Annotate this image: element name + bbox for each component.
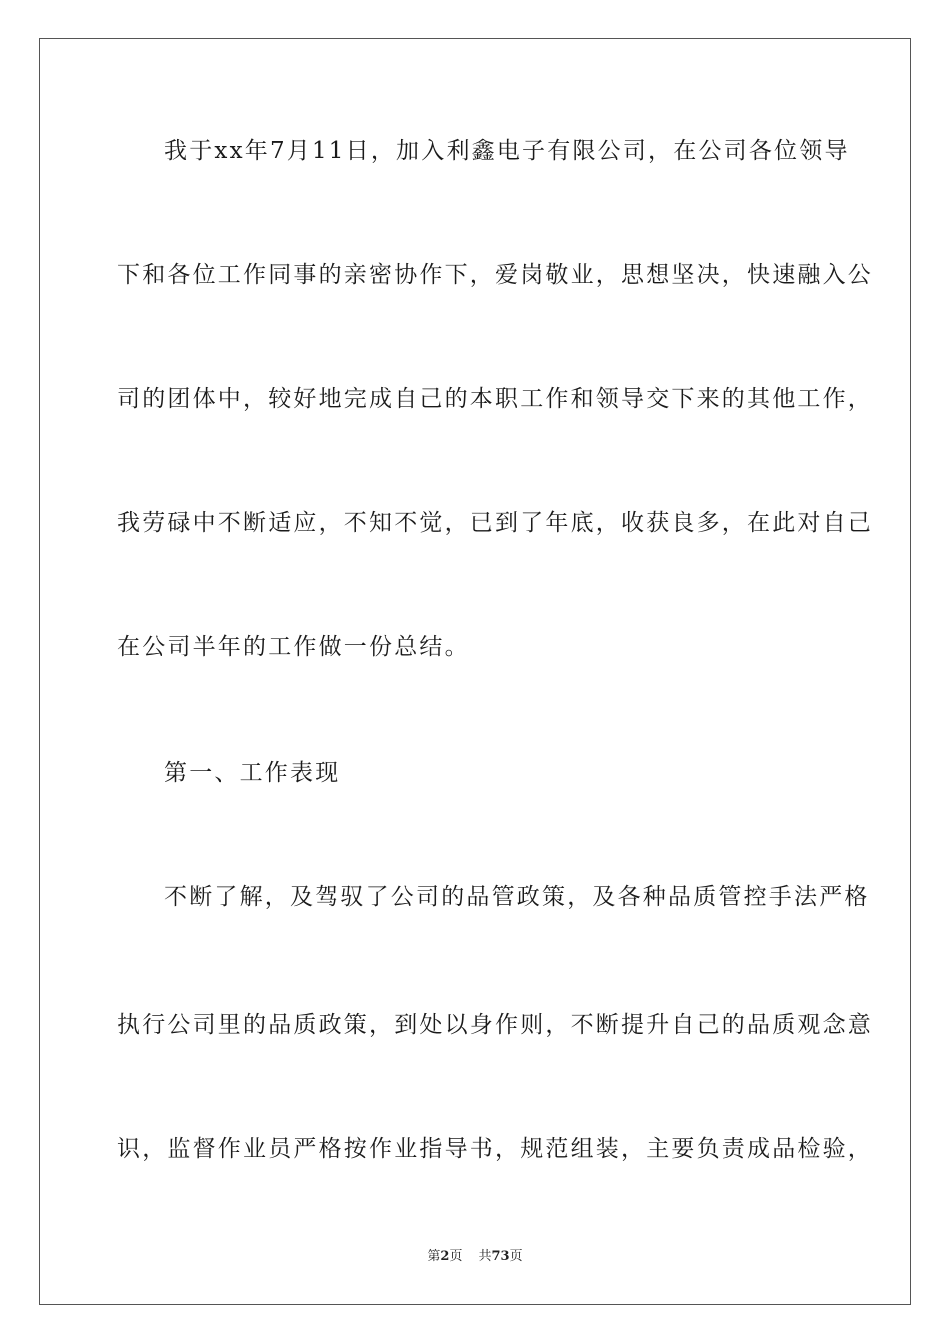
paragraph-line: 下和各位工作同事的亲密协作下，爱岗敬业，思想坚决，快速融入公: [117, 262, 873, 288]
paragraph-line: 司的团体中，较好地完成自己的本职工作和领导交下来的其他工作，: [117, 386, 873, 412]
page-footer: [0, 1245, 950, 1264]
paragraph-line: 在公司半年的工作做一份总结。: [117, 634, 470, 660]
page-prefix: 第: [427, 1249, 441, 1264]
total-pages: 73: [491, 1249, 510, 1264]
paragraph-line: 执行公司里的品质政策，到处以身作则，不断提升自己的品质观念意: [117, 1012, 873, 1038]
paragraph-line: 我劳碌中不断适应，不知不觉，已到了年底，收获良多，在此对自己: [117, 510, 873, 536]
paragraph-line: 识，监督作业员严格按作业指导书，规范组装，主要负责成品检验，: [117, 1136, 873, 1162]
paragraph-line: 不断了解，及驾驭了公司的品管政策，及各种品质管控手法严格: [164, 884, 870, 910]
page-border: [39, 38, 911, 1305]
total-prefix: 共: [478, 1249, 492, 1264]
page-number: 2: [440, 1249, 450, 1264]
paragraph-line: 我于xx年7月11日，加入利鑫电子有限公司，在公司各位领导: [164, 138, 850, 164]
page-suffix: 页: [449, 1249, 463, 1264]
total-suffix: 页: [509, 1249, 523, 1264]
section-heading: 第一、工作表现: [164, 760, 341, 786]
